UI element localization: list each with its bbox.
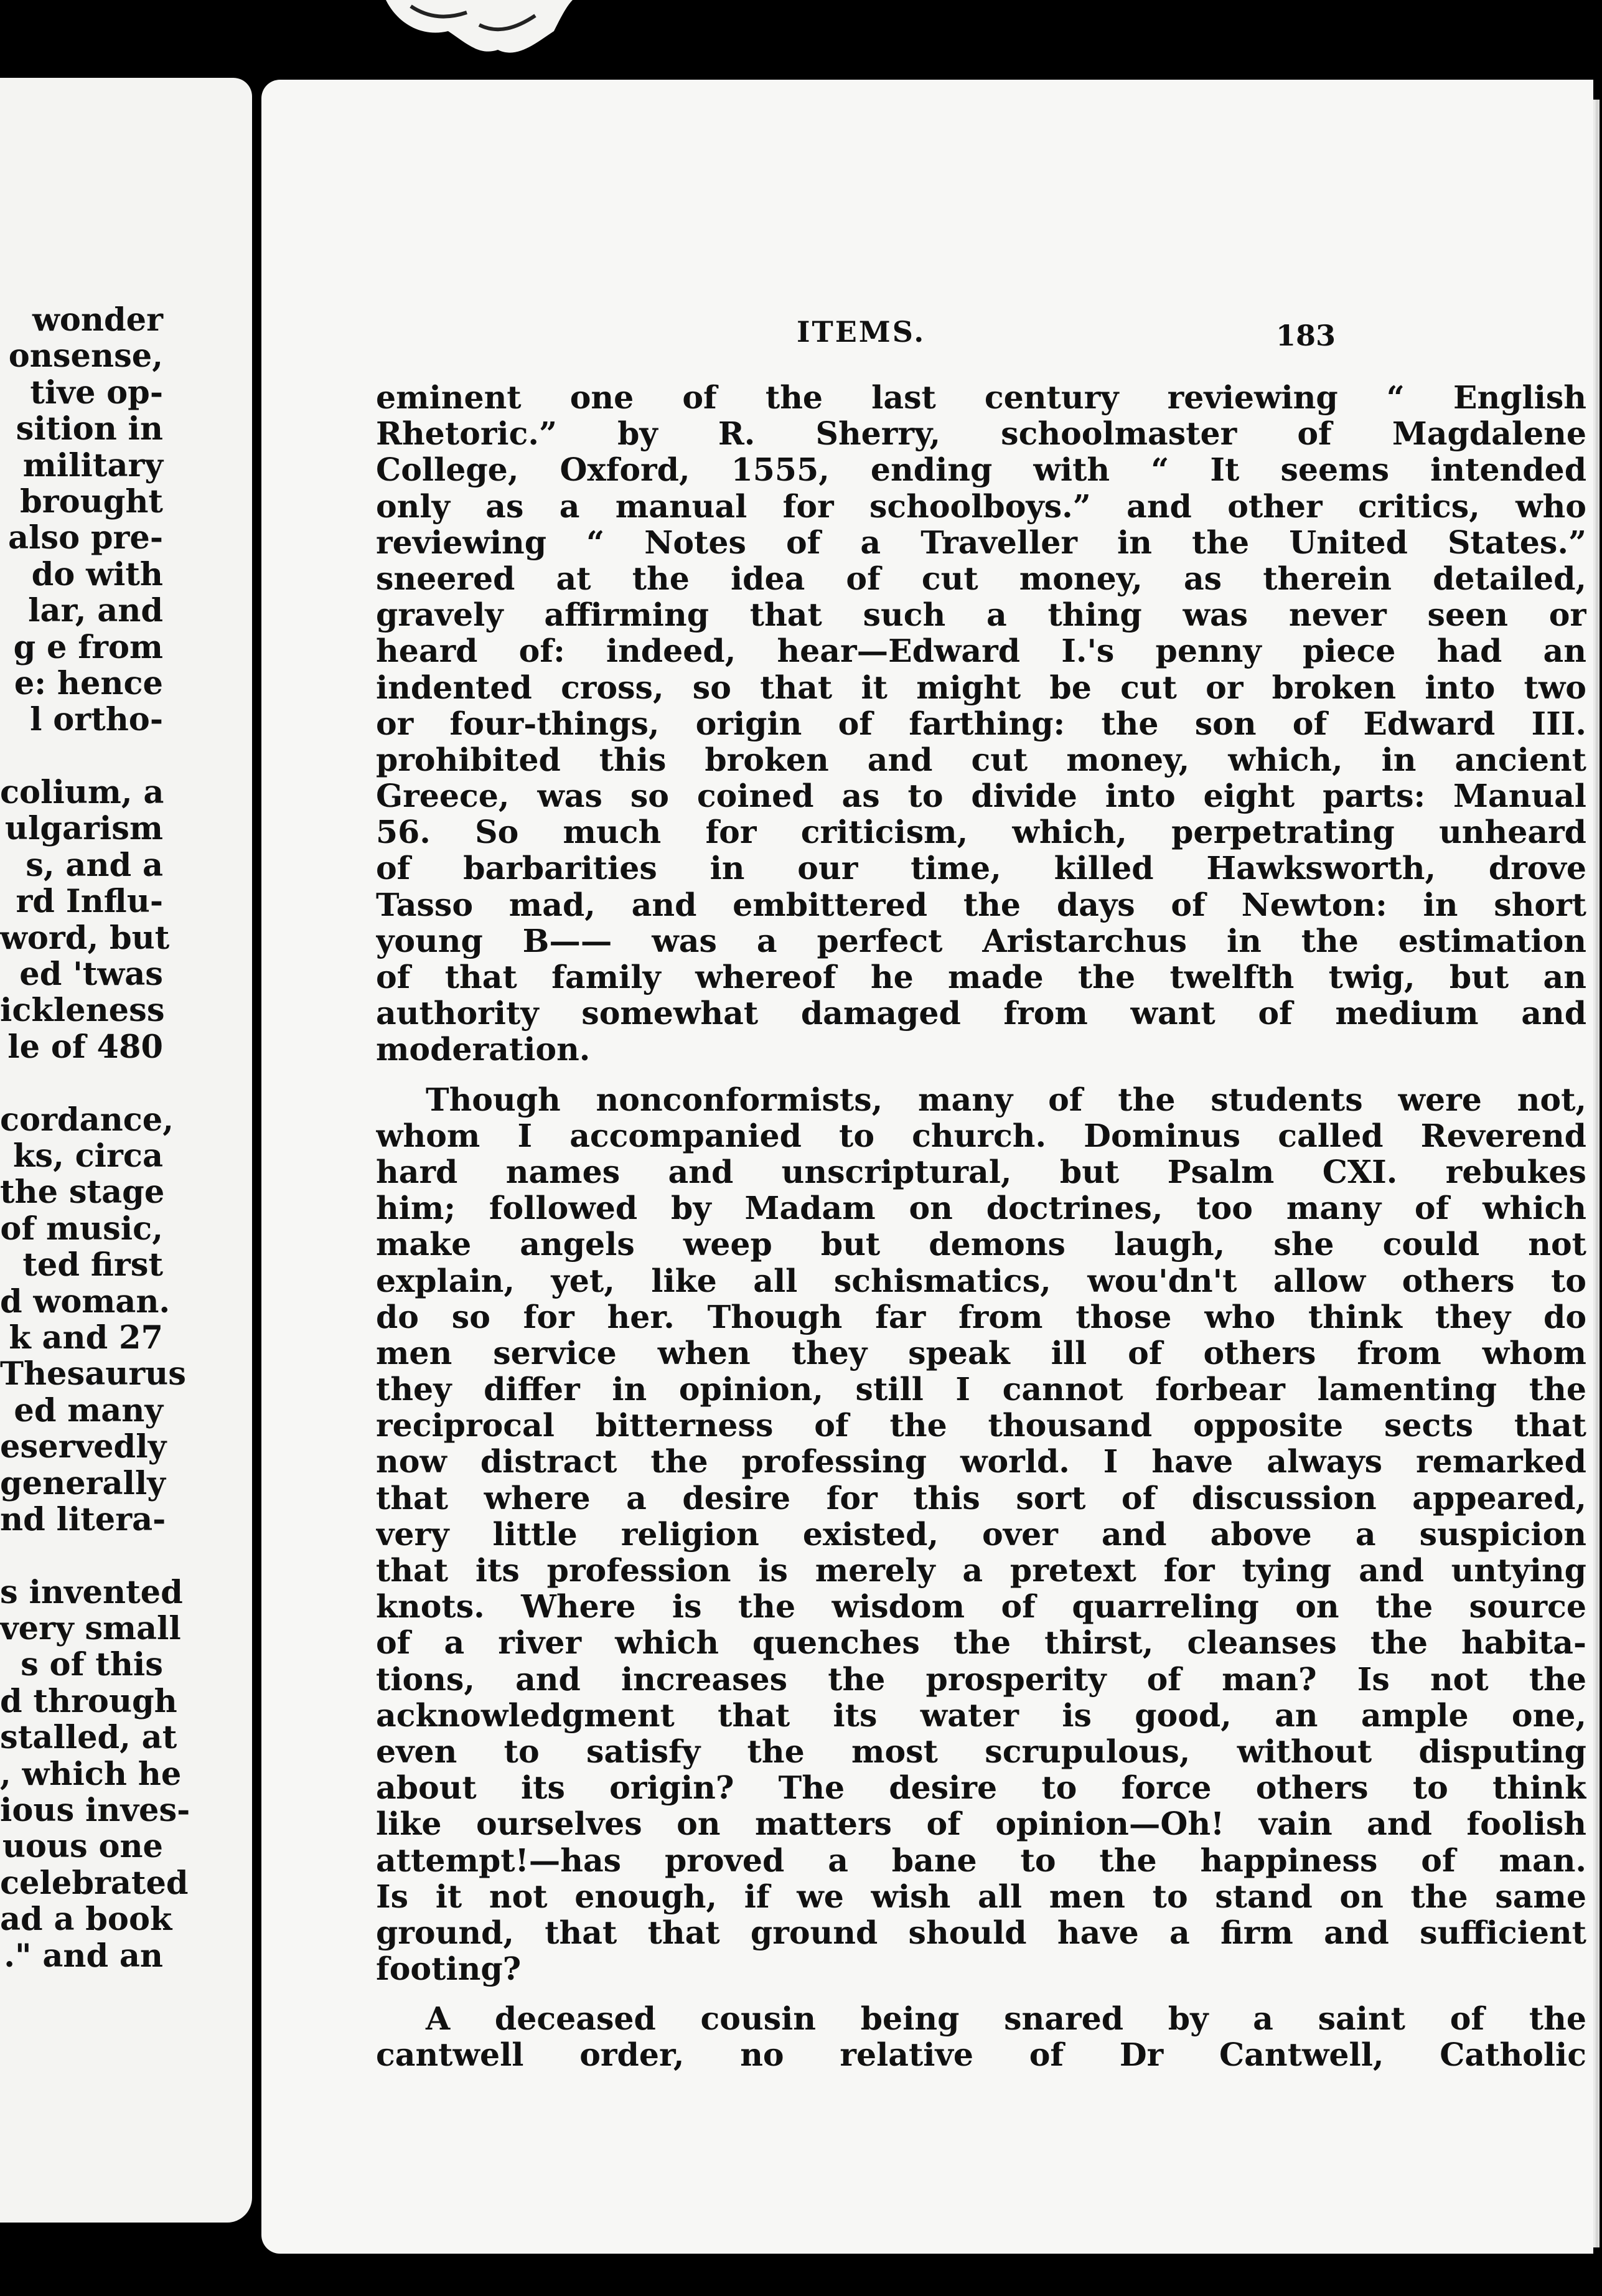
text-line: attempt!—has proved a bane to the happiness of man. [376,1842,1586,1879]
text-line: of that family whereof he made the twelfth twig, but an [376,959,1586,995]
left-page-line: d through [0,1682,177,1720]
text-line: that its profession is merely a pretext for tying and untying [376,1553,1586,1589]
text-line: 56. So much for criticism, which, perpetrating unheard [376,814,1586,851]
left-page-line: eservedly [0,1428,167,1466]
left-page [0,78,252,2223]
text-line: heard of: indeed, hear—Edward I.'s penny piece had an [376,633,1586,670]
left-page-line: ted first [22,1246,163,1284]
left-page-line: the stage [0,1174,165,1212]
text-line: Is it not enough, if we wish all men to stand on the same [376,1878,1586,1915]
left-page-line: of music, [0,1210,163,1248]
left-page-line: ed many [14,1391,163,1429]
left-page-line: e: hence [14,664,163,702]
left-page-line: k and 27 [9,1319,163,1357]
left-page-line: cordance, [0,1101,174,1139]
left-page-line [0,1538,163,1574]
paragraph-gap [376,1068,1586,1082]
left-page-line: celebrated [0,1864,189,1902]
text-line: about its origin? The desire to force others to think [376,1770,1586,1807]
left-page-line: le of 480 [7,1028,163,1066]
left-page-line: nd litera- [0,1500,166,1538]
text-line: even to satisfy the most scrupulous, without disputing [376,1733,1586,1770]
left-page-line: brought [20,482,163,520]
left-page-line: stalled, at [0,1719,177,1757]
page-number: 183 [1276,319,1336,352]
left-page-line: lar, and [28,592,163,630]
left-page-line: s of this [21,1646,163,1684]
left-page-line: , which he [0,1755,182,1793]
left-page-line: uous one [2,1828,163,1866]
left-page-line: tive op- [30,374,163,412]
torn-ornament [373,0,579,68]
text-line: indented cross, so that it might be cut or broken into two [376,669,1586,706]
text-line: explain, yet, like all schismatics, wou'dn't allow others to [376,1263,1586,1299]
left-page-line: military [22,446,163,484]
text-line: footing? [376,1951,522,1988]
left-page-line: l ortho- [30,701,163,739]
text-line: Rhetoric.” by R. Sherry, schoolmaster of Magdalene [376,416,1586,453]
text-line: prohibited this broken and cut money, which, in ancient [376,741,1586,778]
paragraph-gap [376,1987,1586,2001]
text-line: whom I accompanied to church. Dominus called Reverend [376,1117,1586,1154]
text-line: only as a manual for schoolboys.” and other critics, who [376,488,1586,525]
left-page-line: g e from [13,628,163,666]
text-line: like ourselves on matters of opinion—Oh! vain and foolish [376,1806,1586,1843]
left-page-line: s, and a [26,846,163,884]
left-page-line: s invented [0,1573,183,1611]
left-page-line [0,1065,163,1101]
left-page-line: ickleness [0,992,165,1030]
text-line: knots. Where is the wisdom of quarreling on the source [376,1589,1586,1626]
text-line: Though nonconformists, many of the students were not, [426,1081,1586,1118]
text-line: tions, and increases the prosperity of man? Is not the [376,1661,1586,1698]
text-line: acknowledgment that its water is good, an ample one, [376,1697,1586,1734]
left-page-line: rd Influ- [16,883,163,921]
left-page-line: wonder [32,301,163,339]
text-line: Greece, was so coined as to divide into eight parts: Manual [376,778,1586,815]
left-page-line: Thesaurus [0,1355,186,1393]
paragraph [376,2001,1586,2073]
running-head: ITEMS. [797,315,926,349]
body-text [376,380,1586,2074]
text-line: they differ in opinion, still I cannot forbear lamenting the [376,1371,1586,1408]
text-line: sneered at the idea of cut money, as therein detailed, [376,560,1586,597]
text-line: eminent one of the last century reviewing “ English [376,380,1586,416]
left-page-line: ad a book [0,1901,172,1939]
text-line: hard names and unscriptural, but Psalm CXI. rebukes [376,1154,1586,1190]
left-page-line: sition in [16,410,163,448]
left-page-line: very small [0,1610,181,1648]
text-line: ground, that that ground should have a firm and sufficient [376,1914,1586,1951]
left-page-line: colium, a [0,774,164,812]
left-page-line: ed 'twas [19,956,163,994]
paragraph [376,380,1586,1068]
left-page-line: onsense, [8,337,163,375]
text-line: very little religion existed, over and above a suspicion [376,1516,1586,1553]
text-line: or four-things, origin of farthing: the son of Edward III. [376,705,1586,742]
text-line: moderation. [376,1032,591,1068]
paragraph [376,1082,1586,1988]
text-line: College, Oxford, 1555, ending with “ It seems intended [376,452,1586,489]
text-line: authority somewhat damaged from want of medium and [376,995,1586,1032]
text-line: him; followed by Madam on doctrines, too many of which [376,1190,1586,1227]
text-line: now distract the professing world. I have always remarked [376,1444,1586,1480]
text-line: of barbarities in our time, killed Hawksworth, drove [376,850,1586,887]
left-page-line: ." and an [4,1937,163,1975]
left-page-line: also pre- [7,519,163,557]
left-page-line: do with [31,555,163,593]
text-line: reciprocal bitterness of the thousand opposite sects that [376,1408,1586,1444]
text-line: men service when they speak ill of others from whom [376,1335,1586,1371]
text-line: cantwell order, no relative of Dr Cantwell, Catholic [376,2037,1586,2074]
left-page-line: word, but [0,919,170,957]
text-line: do so for her. Though far from those who think they do [376,1299,1586,1335]
left-page-line: ious inves- [0,1792,190,1830]
text-line: gravely affirming that such a thing was never seen or [376,597,1586,634]
text-line: reviewing “ Notes of a Traveller in the United States.” [376,524,1586,561]
right-page [261,80,1593,2254]
left-page-line [0,738,163,774]
text-line: young B—— was a perfect Aristarchus in the estimation [376,923,1586,959]
text-line: make angels weep but demons laugh, she could not [376,1226,1586,1263]
left-page-text [0,301,190,1975]
text-line: of a river which quenches the thirst, cleanses the habita- [376,1625,1586,1662]
left-page-line: d woman. [0,1282,171,1320]
left-page-line: ulgarism [4,810,163,848]
text-line: Tasso mad, and embittered the days of Newton: in short [376,887,1586,923]
text-line: A deceased cousin being snared by a saint of the [426,2001,1586,2038]
text-line: that where a desire for this sort of discussion appeared, [376,1480,1586,1517]
left-page-line: generally [0,1464,166,1502]
left-page-line: ks, circa [13,1137,163,1175]
